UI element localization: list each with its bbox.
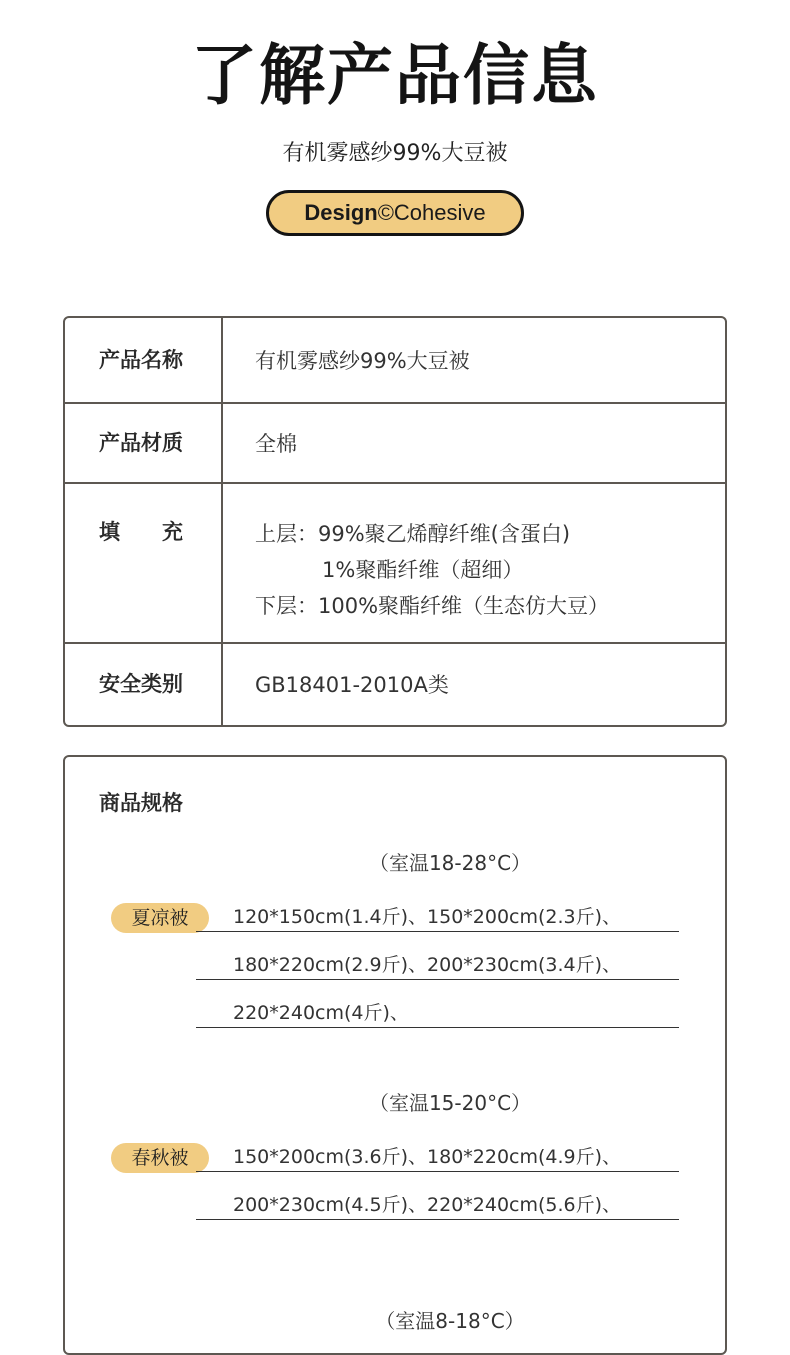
size-line: 220*240cm(4斤)、 xyxy=(196,999,679,1028)
info-value: 有机雾感纱99%大豆被 xyxy=(255,349,470,373)
info-label: 产品材质 xyxy=(65,404,223,482)
design-badge xyxy=(266,190,524,236)
badge-bold-text: Design xyxy=(304,200,378,225)
info-value: GB18401-2010A类 xyxy=(255,673,449,697)
size-line: 120*150cm(1.4斤)、150*200cm(2.3斤)、 xyxy=(196,903,679,932)
info-label: 产品名称 xyxy=(65,318,223,402)
info-label: 安全类别 xyxy=(65,644,223,725)
fill-line: 下层：100%聚酯纤维（生态仿大豆） xyxy=(255,594,610,618)
quilt-type-tag: 春秋被 xyxy=(111,1143,209,1173)
fill-line: 1%聚酯纤维（超细） xyxy=(322,558,524,582)
page-title: 了解产品信息 xyxy=(191,37,599,114)
size-line: 150*200cm(3.6斤)、180*220cm(4.9斤)、 xyxy=(196,1143,679,1172)
badge-rest-text: ©Cohesive xyxy=(377,200,486,225)
size-line: 200*230cm(4.5斤)、220*240cm(5.6斤)、 xyxy=(196,1191,679,1220)
info-row-fill xyxy=(65,484,725,644)
spec-section xyxy=(63,755,727,1355)
temp-range: （室温18-28°C） xyxy=(368,851,532,875)
info-row-safety xyxy=(65,644,725,725)
info-label: 填 充 xyxy=(65,484,223,642)
info-row-material xyxy=(65,404,725,484)
size-line: 180*220cm(2.9斤)、200*230cm(3.4斤)、 xyxy=(196,951,679,980)
info-row-name xyxy=(65,318,725,404)
spec-title: 商品规格 xyxy=(99,791,183,815)
fill-line: 上层：99%聚乙烯醇纤维(含蛋白) xyxy=(255,522,571,546)
product-info-table xyxy=(63,316,727,727)
product-subtitle: 有机雾感纱99%大豆被 xyxy=(282,141,508,166)
quilt-type-tag: 夏凉被 xyxy=(111,903,209,933)
info-value xyxy=(255,516,609,624)
temp-range: （室温15-20°C） xyxy=(368,1091,532,1115)
temp-range: （室温8-18°C） xyxy=(375,1309,525,1333)
info-value: 全棉 xyxy=(255,432,297,456)
